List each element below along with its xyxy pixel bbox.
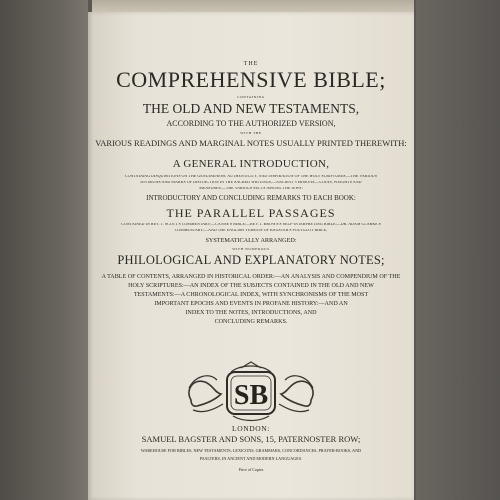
parallel-passages-heading: THE PARALLEL PASSAGES — [166, 207, 336, 219]
contents-line: HOLY SCRIPTURES:—AN INDEX OF THE SUBJECTS CONTAINED IN THE OLD AND NEW — [128, 283, 374, 289]
introduction-detail: MEASURES,—THE VARIOUS SECTS AMONG THE JEWS: — [199, 187, 303, 190]
with-the-label: WITH THE — [240, 132, 262, 135]
table-surface-left — [0, 0, 88, 500]
version-line: ACCORDING TO THE AUTHORIZED VERSION, — [166, 120, 336, 128]
imprint-warehouse: WAREHOUSE FOR BIBLES, NEW TESTAMENTS, LEXICONS, GRAMMARS, CONCORDANCES, PRAYER-BOOKS, AND — [140, 449, 362, 453]
title-article: THE — [243, 61, 259, 67]
general-introduction-heading: A GENERAL INTRODUCTION, — [172, 159, 330, 170]
publisher-emblem — [183, 360, 319, 422]
imprint-publisher: SAMUEL BAGSTER AND SONS, 15, PATERNOSTER ROW; — [141, 435, 361, 444]
table-surface-right — [416, 0, 500, 500]
emblem-top-ornament — [231, 362, 271, 372]
imprint-price: Price of Copies — [238, 468, 264, 472]
emblem-right-scroll — [281, 381, 313, 406]
contents-line: IMPORTANT EPOCHS AND EVENTS IN PROFANE HISTORY:—AND AN — [154, 301, 348, 307]
contents-line: INDEX TO THE NOTES, INTRODUCTIONS, AND — [185, 310, 317, 316]
various-readings-line: VARIOUS READINGS AND MARGINAL NOTES USUALLY PRINTED THEREWITH: — [95, 139, 407, 148]
emblem-bottom-ornament — [233, 416, 269, 421]
book-title: COMPREHENSIVE BIBLE; — [116, 69, 386, 91]
containing-label: CONTAINING — [237, 96, 265, 99]
testaments-subtitle: THE OLD AND NEW TESTAMENTS, — [142, 102, 360, 116]
title-page — [88, 12, 414, 500]
with-numerous-label: WITH NUMEROUS — [232, 248, 270, 251]
systematically-arranged-line: SYSTEMATICALLY ARRANGED: — [205, 238, 297, 244]
contents-line: A TABLE OF CONTENTS, ARRANGED IN HISTORICAL ORDER:—AN ANALYSIS AND COMPENDIUM OF THE — [101, 274, 401, 280]
emblem-monogram: SB — [233, 380, 269, 411]
imprint-warehouse: PSALTERS, IN ANCIENT AND MODERN LANGUAGES. — [199, 457, 303, 461]
emblem-left-scroll — [189, 381, 221, 406]
introduction-detail: DIVISIONS AND MARKS OF DISTINCTION IN THE SACRED WRITINGS,—ANCIENT VERSIONS,—COINS, WEIGHTS AND — [140, 181, 362, 184]
imprint-city: LONDON: — [232, 425, 270, 433]
contents-line: CONCLUDING REMARKS. — [214, 319, 288, 325]
remarks-line: INTRODUCTORY AND CONCLUDING REMARKS TO EACH BOOK: — [146, 195, 356, 202]
parallel-detail: COMMENTARY;—AND THE ENGLISH VERSION OF BAGSTER'S POLYGLOT BIBLE, — [174, 229, 328, 232]
notes-heading: PHILOLOGICAL AND EXPLANATORY NOTES; — [117, 254, 385, 267]
contents-line: TESTAMENTS:—A CHRONOLOGICAL INDEX, WITH SYNCHRONISMS OF THE MOST — [133, 292, 369, 298]
introduction-detail: CONTAINING DISQUISITIONS ON THE GENUINENESS, AUTHENTICITY, AND INSPIRATION OF THE HOLY SCRIPTURES,—THE VARIOUS — [125, 175, 377, 178]
parallel-detail: CONTAINED IN REV. T. SCOTT'S COMMENTARY;—CANNE'S BIBLE;—REV. J. BROWN'S SELF-INTERPRETING BIBLE;—DR. ADAM CLARKE'S — [121, 223, 381, 226]
